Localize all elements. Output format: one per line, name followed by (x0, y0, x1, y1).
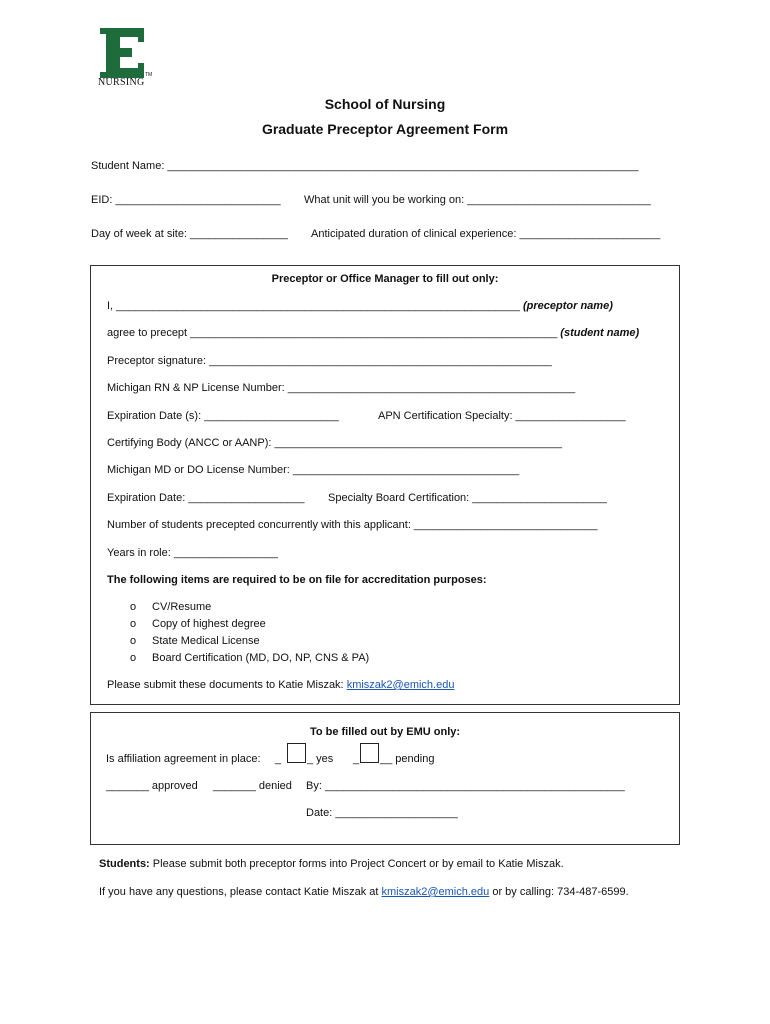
pending-checkbox[interactable] (360, 743, 379, 763)
students-note (99, 858, 564, 870)
preceptor-name-label: (preceptor name) (523, 300, 613, 312)
list-item: Board Certification (MD, DO, NP, CNS & PA) (152, 652, 370, 664)
submit-label: Please submit these documents to Katie Miszak: (107, 679, 344, 691)
emu-e-logo-mark (98, 28, 146, 78)
eid-field[interactable]: EID: ___________________________ (91, 194, 281, 206)
specialty-board-field[interactable]: Specialty Board Certification: ______________________ (328, 492, 607, 504)
day-of-week-field[interactable]: Day of week at site: ________________ (91, 228, 288, 240)
certifying-body-field[interactable]: Certifying Body (ANCC or AANP): _______________________________________________ (107, 437, 563, 449)
questions-phone-text: or by calling: 734-487-6599. (492, 886, 629, 898)
pending-label: __ pending (380, 753, 435, 765)
students-label: Students: (99, 858, 150, 870)
bullet-icon: o (130, 618, 137, 630)
students-text: Please submit both preceptor forms into Project Concert or by email to Katie Miszak. (152, 858, 564, 870)
denied-field[interactable]: _______ denied (213, 780, 292, 792)
md-do-license-field[interactable]: Michigan MD or DO License Number: _____________________________________ (107, 464, 520, 476)
questions-text: If you have any questions, please contact Katie Miszak at (99, 886, 379, 898)
duration-field[interactable]: Anticipated duration of clinical experience: _______________________ (311, 228, 661, 240)
preceptor-name-field[interactable] (107, 300, 613, 312)
questions-note (99, 886, 629, 898)
affiliation-label: Is affiliation agreement in place: (106, 753, 261, 765)
student-precept-field[interactable] (107, 327, 639, 339)
school-title: School of Nursing (324, 96, 446, 112)
list-item: CV/Resume (152, 601, 212, 613)
emu-nursing-logo (98, 28, 152, 90)
expiration-date-field[interactable]: Expiration Date (s): ______________________ (107, 410, 339, 422)
pending-prefix: _ (353, 753, 360, 765)
required-items-heading: The following items are required to be on file for accreditation purposes: (107, 574, 487, 586)
student-name-label: (student name) (560, 327, 640, 339)
list-item: State Medical License (152, 635, 260, 647)
yes-prefix: _ (275, 753, 282, 765)
bullet-icon: o (130, 635, 137, 647)
form-title: Graduate Preceptor Agreement Form (261, 121, 509, 137)
rn-np-license-field[interactable]: Michigan RN & NP License Number: _______________________________________________ (107, 382, 576, 394)
list-item: Copy of highest degree (152, 618, 266, 630)
md-expiration-date-field[interactable]: Expiration Date: ___________________ (107, 492, 305, 504)
bullet-icon: o (130, 652, 137, 664)
logo-nursing-text: NURSING (98, 77, 145, 88)
students-concurrent-field[interactable]: Number of students precepted concurrently with this applicant: ______________________________ (107, 519, 598, 531)
submit-documents-text (107, 679, 454, 691)
emu-heading: To be filled out by EMU only: (309, 726, 461, 738)
apn-specialty-field[interactable]: APN Certification Specialty: __________________ (378, 410, 626, 422)
years-in-role-field[interactable]: Years in role: _________________ (107, 547, 278, 559)
by-field[interactable]: By: _________________________________________________ (306, 780, 625, 792)
yes-label: _ yes (307, 753, 334, 765)
trademark-symbol: TM (145, 72, 153, 78)
unit-field[interactable]: What unit will you be working on: ______________________________ (304, 194, 651, 206)
preceptor-name-line: I, __________________________________________________________________ (107, 300, 520, 312)
student-name-field[interactable]: Student Name: _____________________________________________________________________________ (91, 160, 639, 172)
bullet-icon: o (130, 601, 137, 613)
questions-email-link[interactable]: kmiszak2@emich.edu (381, 886, 490, 898)
approved-field[interactable]: _______ approved (106, 780, 198, 792)
preceptor-signature-field[interactable]: Preceptor signature: ________________________________________________________ (107, 355, 552, 367)
date-field[interactable]: Date: ____________________ (306, 807, 458, 819)
yes-checkbox[interactable] (287, 743, 306, 763)
agree-line: agree to precept ____________________________________________________________ (107, 327, 558, 339)
submit-email-link[interactable]: kmiszak2@emich.edu (346, 679, 455, 691)
preceptor-heading: Preceptor or Office Manager to fill out only: (271, 273, 499, 285)
